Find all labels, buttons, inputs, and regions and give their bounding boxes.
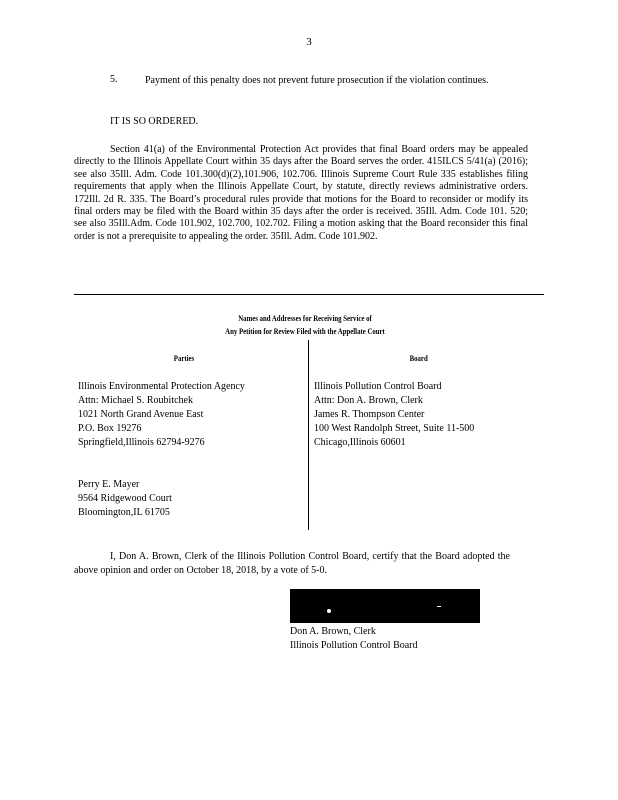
appeal-paragraph: Section 41(a) of the Environmental Protection Act provides that final Board orders may be appealed directly to the Illinois Appellate Court within 35 days after the Board serves the order. 415ILCS 5/41(a) (2016); see also 35Ill. Adm. Code 101.300(d)(2),101.906, 102.706. Illinois Supreme Court Rule 335 establishes filing requirements that apply when the Illinois Appellate Court, by statute, directly reviews administrative orders. 172Ill. 2d R. 335. The Board’s procedural rules provide that motions for the Board to reconsider or modify its final orders may be filed with the Board within 35 days after the order is received. 35Ill. Adm. Code 101. 520; see also 35Ill.Adm. Code 101.902, 102.700, 102.702. Filing a motion asking that the Board reconsider this final order is not a prerequisite to appealing the order. 35Ill. Adm. Code 101.902. — [74, 144, 528, 242]
redaction-artifact — [327, 609, 331, 613]
signer-name: Don A. Brown, Clerk — [290, 626, 376, 637]
column-divider — [308, 340, 309, 530]
address-line: Perry E. Mayer — [78, 479, 140, 490]
service-heading-line2: Any Petition for Review Filed with the Appellate Court — [225, 327, 385, 336]
item-number: 5. — [110, 74, 118, 85]
address-line: P.O. Box 19276 — [78, 423, 142, 434]
address-line: Attn: Michael S. Roubitchek — [78, 395, 193, 406]
redacted-signature — [290, 589, 480, 623]
so-ordered-statement: IT IS SO ORDERED. — [110, 116, 199, 127]
address-line: 100 West Randolph Street, Suite 11-500 — [314, 423, 475, 434]
certification-paragraph: I, Don A. Brown, Clerk of the Illinois Pollution Control Board, certify that the Board adopted the above opinion and order on October 18, 2018, by a vote of 5-0. — [74, 551, 510, 576]
redaction-artifact — [437, 606, 441, 607]
address-line: Illinois Environmental Protection Agency — [78, 381, 245, 392]
signature-block — [290, 625, 530, 653]
address-line: Springfield,Illinois 62794-9276 — [78, 437, 205, 448]
service-heading-line1: Names and Addresses for Receiving Service of — [238, 314, 372, 323]
party-address-block — [78, 478, 303, 520]
board-column-header: Board — [409, 354, 428, 363]
address-line: Chicago,Illinois 60601 — [314, 437, 406, 448]
party-address-block — [78, 380, 303, 450]
item-text: Payment of this penalty does not prevent future prosecution if the violation continues. — [145, 75, 489, 86]
page-number: 3 — [306, 36, 312, 48]
signer-organization: Illinois Pollution Control Board — [290, 640, 418, 651]
address-line: Illinois Pollution Control Board — [314, 381, 442, 392]
address-line: James R. Thompson Center — [314, 409, 425, 420]
parties-column-header: Parties — [173, 354, 195, 363]
address-line: Bloomington,IL 61705 — [78, 507, 170, 518]
address-line: 1021 North Grand Avenue East — [78, 409, 204, 420]
board-address-block — [314, 380, 554, 450]
section-divider — [74, 294, 544, 295]
address-line: 9564 Ridgewood Court — [78, 493, 172, 504]
address-line: Attn: Don A. Brown, Clerk — [314, 395, 423, 406]
